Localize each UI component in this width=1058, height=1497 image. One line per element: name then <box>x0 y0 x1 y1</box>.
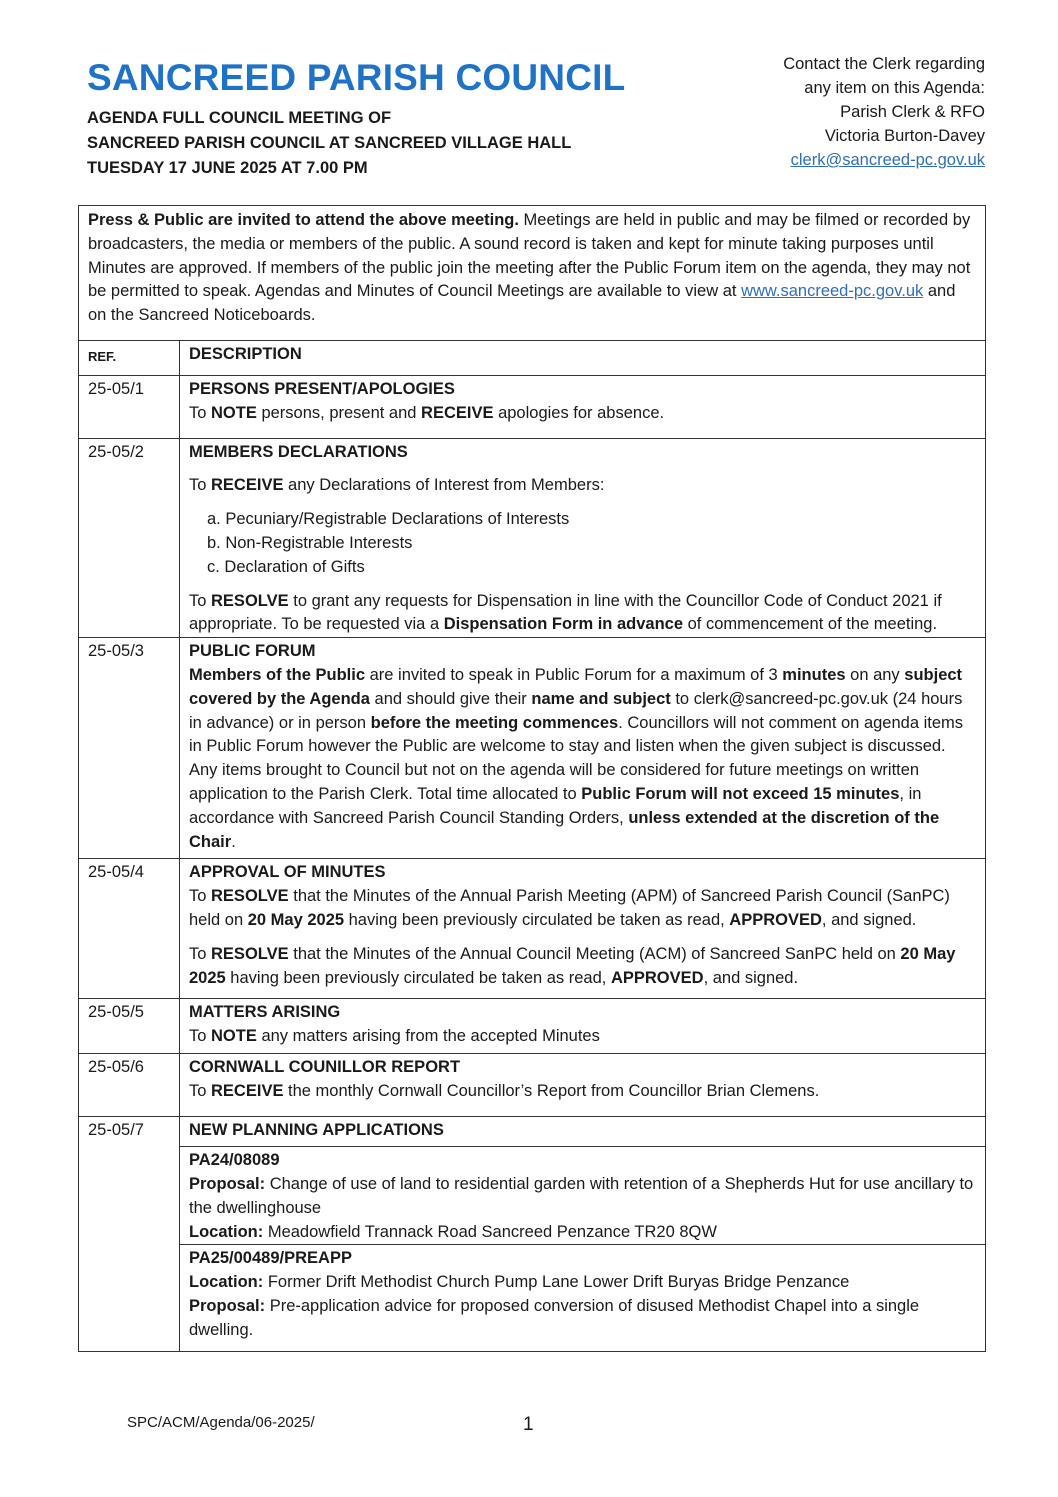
contact-line: Contact the Clerk regarding <box>783 55 985 73</box>
item-description <box>180 999 986 1054</box>
agenda-row <box>79 999 986 1054</box>
agenda-frame <box>78 205 986 1352</box>
ref-column-header: REF. <box>79 340 180 375</box>
item-description <box>180 1116 986 1147</box>
item-description <box>180 438 986 638</box>
item-text: To RESOLVE to grant any requests for Dispensation in line with the Councillor Code of Conduct 2021 if appropriate. To be requested via a Dispensation Form in advance of commencement of the meeting. <box>189 591 942 634</box>
notice-tail: and on the Sancreed Noticeboards. <box>88 282 956 325</box>
list-item: a. Pecuniary/Registrable Declarations of Interests <box>207 510 570 529</box>
item-text: To NOTE persons, present and RECEIVE apologies for absence. <box>189 403 665 422</box>
subtitle-line: SANCREED PARISH COUNCIL AT SANCREED VILLAGE HALL <box>87 134 572 152</box>
item-description <box>180 859 986 999</box>
press-public-notice <box>78 205 986 340</box>
item-title: CORNWALL COUNILLOR REPORT <box>189 1057 461 1076</box>
item-title: APPROVAL OF MINUTES <box>189 863 386 882</box>
item-title: PERSONS PRESENT/APOLOGIES <box>189 379 455 398</box>
item-title: MATTERS ARISING <box>189 1003 341 1022</box>
planning-application <box>180 1245 986 1351</box>
contact-line: any item on this Agenda: <box>804 79 985 97</box>
application-number: PA24/08089 <box>189 1151 280 1170</box>
planning-application <box>180 1147 986 1245</box>
item-ref: 25-05/7 <box>79 1116 180 1351</box>
application-proposal: Proposal: Change of use of land to residential garden with retention of a Shepherds Hut for use ancillary to the dwellinghouse <box>189 1175 974 1217</box>
clerk-email-link[interactable]: clerk@sancreed-pc.gov.uk <box>790 151 985 169</box>
item-title: NEW PLANNING APPLICATIONS <box>189 1120 444 1139</box>
list-item: c. Declaration of Gifts <box>207 557 365 576</box>
item-text: To RESOLVE that the Minutes of the Annual Council Meeting (ACM) of Sancreed SanPC held on 20 May 2025 having been previously circulated be taken as read, APPROVED, and signed. <box>189 944 956 987</box>
contact-line: Victoria Burton-Davey <box>824 127 985 145</box>
council-title: SANCREED PARISH COUNCIL <box>87 57 626 98</box>
application-number: PA25/00489/PREAPP <box>189 1249 352 1268</box>
contact-line: Parish Clerk & RFO <box>840 103 985 121</box>
document-reference: SPC/ACM/Agenda/06-2025/ <box>127 1414 315 1431</box>
item-text: To RECEIVE the monthly Cornwall Councillor’s Report from Councillor Brian Clemens. <box>189 1081 820 1100</box>
agenda-row <box>79 1116 986 1147</box>
description-column-header: DESCRIPTION <box>180 340 986 375</box>
table-header-row <box>79 340 986 375</box>
item-title: PUBLIC FORUM <box>189 642 316 661</box>
application-location: Location: Meadowfield Trannack Road Sancreed Penzance TR20 8QW <box>189 1222 717 1241</box>
item-text: Members of the Public are invited to speak in Public Forum for a maximum of 3 minutes on any subject covered by the Agenda and should give their name and subject to clerk@sancreed-pc.gov.uk (24 hours in advance) or in person before the meeting commences. Councillors will not comment on agenda items in Public Forum however the Public are welcome to stay and listen when the given subject is discussed. Any items brought to Council but not on the agenda will be considered for future meetings on written application to the Parish Clerk. Total time allocated to Public Forum will not exceed 15 minutes, in accordance with Sancreed Parish Council Standing Orders, unless extended at the discretion of the Chair. <box>189 665 964 851</box>
agenda-row <box>79 638 986 859</box>
subtitle-line: TUESDAY 17 JUNE 2025 AT 7.00 PM <box>87 159 368 177</box>
subtitle-line: AGENDA FULL COUNCIL MEETING OF <box>87 109 392 127</box>
application-proposal: Proposal: Pre-application advice for proposed conversion of disused Methodist Chapel into a single dwelling. <box>189 1297 920 1339</box>
agenda-row <box>79 438 986 638</box>
list-item: b. Non-Registrable Interests <box>207 533 413 552</box>
item-ref: 25-05/1 <box>79 375 180 438</box>
item-description <box>180 375 986 438</box>
application-location: Location: Former Drift Methodist Church Pump Lane Lower Drift Buryas Bridge Penzance <box>189 1273 850 1292</box>
item-ref: 25-05/3 <box>79 638 180 859</box>
item-ref: 25-05/6 <box>79 1053 180 1116</box>
item-ref: 25-05/4 <box>79 859 180 999</box>
agenda-table <box>78 340 986 1352</box>
clerk-contact-block <box>783 52 985 172</box>
item-ref: 25-05/2 <box>79 438 180 638</box>
agenda-row <box>79 1053 986 1116</box>
page-number: 1 <box>523 1414 534 1435</box>
item-title: MEMBERS DECLARATIONS <box>189 442 408 461</box>
agenda-row <box>79 859 986 999</box>
item-text: To NOTE any matters arising from the accepted Minutes <box>189 1027 600 1046</box>
item-text: To RECEIVE any Declarations of Interest from Members: <box>189 476 605 495</box>
item-text: To RESOLVE that the Minutes of the Annual Parish Meeting (APM) of Sancreed Parish Council (SanPC) held on 20 May 2025 having been previously circulated be taken as read, APPROVED, and signed. <box>189 887 950 929</box>
declarations-list <box>189 508 976 579</box>
agenda-row <box>79 375 986 438</box>
notice-lead: Press & Public are invited to attend the above meeting. <box>88 211 519 229</box>
planning-application-row <box>79 1245 986 1351</box>
item-description <box>180 638 986 859</box>
website-link[interactable]: www.sancreed-pc.gov.uk <box>741 282 924 301</box>
item-ref: 25-05/5 <box>79 999 180 1054</box>
notice-body: Meetings are held in public and may be filmed or recorded by broadcasters, the media or members of the public. A sound record is taken and kept for minute taking purposes until Minutes are approved. If members of the public join the meeting after the Public Forum item on the agenda, they may not be permitted to speak. Agendas and Minutes of Council Meetings are available to view at <box>88 211 971 301</box>
item-description <box>180 1053 986 1116</box>
meeting-subtitle <box>87 106 647 181</box>
planning-application-row <box>79 1147 986 1245</box>
